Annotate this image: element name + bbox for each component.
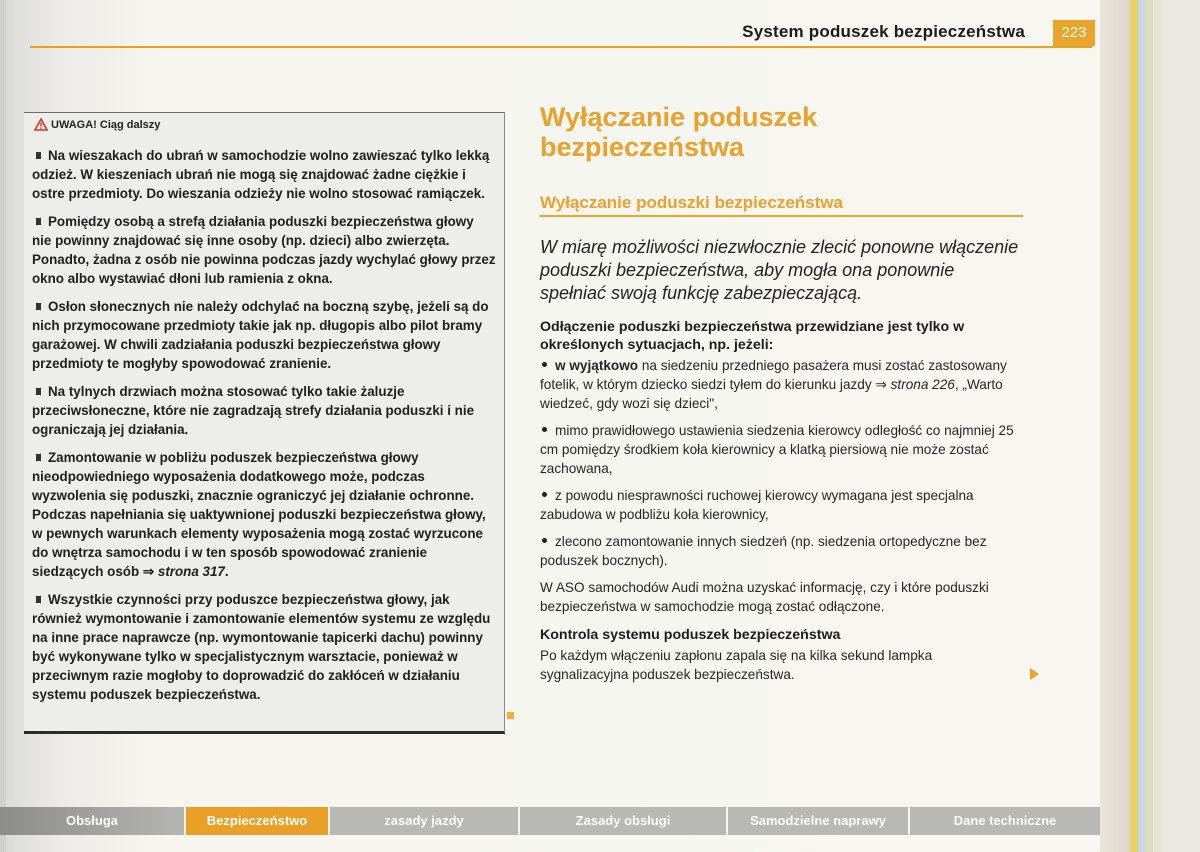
bullet-icon — [36, 218, 41, 225]
page-reference-link[interactable]: strona 226 — [890, 377, 955, 392]
bullet-icon — [36, 388, 41, 395]
header-rule — [30, 46, 1092, 48]
warning-item: Na tylnych drzwiach można stosować tylko takie żaluzje przeciwsłoneczne, które nie zagradzają strefy działania poduszki i nie ograniczają jej działania. — [32, 384, 475, 437]
bullet-icon — [36, 152, 41, 159]
paragraph-aso: W ASO samochodów Audi można uzyskać informację, czy i które poduszki bezpieczeństwa w samochodzie mogą zostać odłączone. — [540, 580, 989, 614]
warning-triangle-icon — [34, 118, 48, 134]
warning-item: Pomiędzy osobą a strefą działania poduszki bezpieczeństwa głowy nie powinny znajdować się inne osoby (np. dzieci) albo zwierzęta. Ponadto, żadna z osób nie powinna podczas jazdy wychylać głowy przez okno albo wystawiać dłoni lub ramienia z okna. — [32, 214, 496, 286]
tab-obsluga[interactable]: Obsługa — [0, 807, 184, 835]
warning-item: Na wieszakach do ubrań w samochodzie wolno zawieszać tylko lekką odzież. W kieszeniach ubrań nie mogą się znajdować żadne ciężkie i ostre przedmioty. Do wieszania odzieży nie wolno stosować ramiączek. — [32, 148, 490, 201]
list-item: z powodu niesprawności ruchowej kierowcy wymagana jest specjalna zabudowa w podbliżu koła kierownicy, — [540, 488, 974, 522]
tab-zasady-obslugi[interactable]: Zasady obsługi — [520, 807, 726, 835]
warning-item: Wszystkie czynności przy poduszce bezpieczeństwa głowy, jak również wymontowanie i zamontowanie elementów systemu ze względu na inne prace naprawcze (np. wymontowanie tapicerki dachu) powinny być wykonywane tylko w specjalistycznym warsztacie, ponieważ w przeciwnym razie mogłoby to doprowadzić do zakłóceń w działaniu systemu poduszek bezpieczeństwa. — [32, 592, 491, 702]
paragraph-control: Po każdym włączeniu zapłonu zapala się na kilka sekund lampka sygnalizacyjna poduszek bezpieczeństwa. — [540, 648, 933, 682]
section-end-marker — [507, 712, 514, 719]
warning-heading-text: UWAGA! Ciąg dalszy — [51, 119, 161, 131]
warning-heading — [34, 118, 160, 136]
list-item: zlecono zamontowanie innych siedzeń (np. siedzenia ortopedyczne bez poduszek bocznych). — [540, 534, 987, 568]
tab-samodzielne-naprawy[interactable]: Samodzielne naprawy — [728, 807, 908, 835]
thumb-tab-green — [1145, 0, 1153, 852]
thumb-tab-pale — [1153, 0, 1163, 852]
bullet-icon — [36, 303, 41, 310]
thumb-tab-blue — [1138, 0, 1145, 852]
section-rule — [540, 215, 1023, 217]
ref-arrow: ⇒ — [142, 564, 155, 579]
page-gutter-shadow — [0, 0, 6, 852]
article-title: Wyłączanie poduszek bezpieczeństwa — [540, 102, 818, 162]
list-item: w wyjątkowo na siedzeniu przedniego pasażera musi zostać zastosowany fotelik, w którym dziecko siedzi tyłem do kierunku jazdy ⇒ strona 226, „Warto wiedzeć, gdy wozi się dzieci", — [540, 358, 1007, 411]
lead-paragraph: W miarę możliwości niezwłocznie zlecić ponowne włączenie poduszki bezpieczeństwa, aby mogła ona ponownie spełniać swoją funkcję zabezpieczającą. — [540, 237, 1019, 303]
bullet-icon — [542, 427, 547, 432]
page-reference-link[interactable]: strona 317 — [157, 564, 225, 579]
page-edge — [1100, 0, 1130, 852]
page-stack — [1163, 0, 1200, 852]
subheading-control: Kontrola systemu poduszek bezpieczeństwa — [540, 627, 841, 643]
bullet-icon — [36, 454, 41, 461]
bullet-icon — [36, 596, 41, 603]
subheading-deactivation: Odłączenie poduszki bezpieczeństwa przewidziane jest tylko w określonych sytuacjach, np. jeżeli: — [540, 319, 965, 353]
section-title: Wyłączanie poduszki bezpieczeństwa — [540, 193, 843, 212]
tab-dane-techniczne[interactable]: Dane techniczne — [910, 807, 1100, 835]
thumb-tab-yellow — [1130, 0, 1138, 852]
running-header: System poduszek bezpieczeństwa — [742, 22, 1025, 41]
warning-item: Osłon słonecznych nie należy odchylać na boczną szybę, jeżeli są do nich przymocowane przedmioty takie jak np. długopis albo pilot bramy garażowej. W chwili zadziałania poduszki bezpieczeństwa głowy przedmioty te mogłyby spowodować zranienie. — [32, 299, 489, 371]
tab-zasady-jazdy[interactable]: zasady jazdy — [330, 807, 518, 835]
bullet-icon — [542, 492, 547, 497]
continue-arrow-icon — [1030, 668, 1039, 680]
bullet-icon — [542, 538, 547, 543]
tab-bezpieczenstwo[interactable]: Bezpieczeństwo — [186, 807, 328, 835]
warning-list — [32, 146, 496, 713]
warning-item: Zamontowanie w pobliżu poduszek bezpieczeństwa głowy nieodpowiedniego wyposażenia dodatkowego może, podczas wyzwolenia się poduszki, znacznie ograniczyć jej działanie ochronne. Podczas napełniania się uaktywnionej poduszki bezpieczeństwa głowy, w pewnych warunkach elementy wyposażenia mogą zostać wyrzucone do wnętrza samochodu i w ten sposób spowodować zranienie siedzących osób ⇒ strona 317. — [32, 450, 486, 579]
chapter-tab-bar — [0, 807, 1100, 835]
page-number: 223 — [1053, 20, 1095, 46]
list-item: mimo prawidłowego ustawienia siedzenia kierowcy odległość co najmniej 25 cm pomiędzy środkiem koła kierownicy a klatką piersiową nie może zostać zachowana, — [540, 423, 1014, 476]
thumb-index-tabs — [1100, 0, 1200, 852]
bullet-icon — [542, 362, 547, 367]
article-body — [540, 318, 1024, 692]
